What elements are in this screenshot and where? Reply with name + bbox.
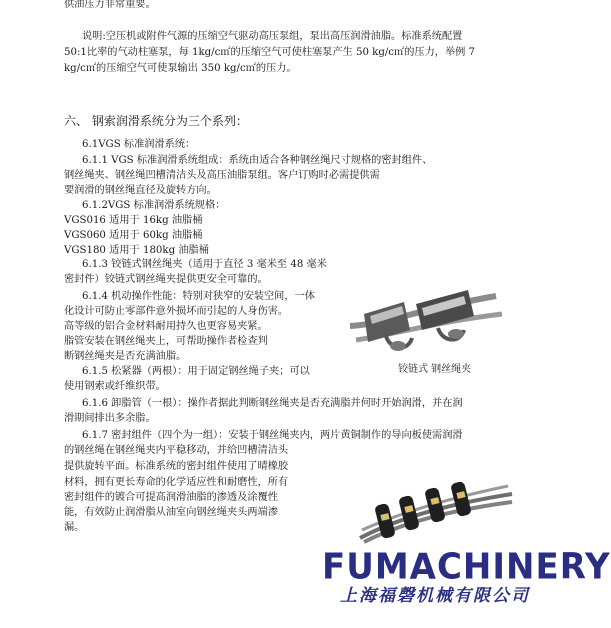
text-line: 材料，拥有更长寿命的化学适应性和耐磨性，所有 [64, 477, 289, 488]
text-line: 6.1VGS 标准润滑系统： [82, 139, 196, 150]
figure-caption: 铰链式 钢丝绳夹 [398, 364, 472, 375]
text-line: VGS180 适用于 180kg 油脂桶 [64, 245, 209, 256]
text-line: kg/c㎡的压缩空气可使泵输出 350 kg/c㎡的压力。 [64, 63, 297, 74]
text-line: 6.1.2VGS 标准润滑系统规格： [82, 200, 226, 211]
text-line: 脂管安装在钢丝绳夹上，可帮助操作者检查判 [64, 336, 268, 347]
text-line: VGS060 适用于 60kg 油脂桶 [64, 230, 203, 241]
text-line: 高等级的铝合金材料耐用持久也更容易夹紧。 [64, 321, 268, 332]
text-line: 供油压力非常重要。 [64, 0, 156, 10]
text-line: 6.1.5 松紧器（两根）：用于固定钢丝绳子夹；可以 [82, 366, 310, 377]
text-line: 6.1.4 机动操作性能：特别对狭窄的安装空间，一体 [82, 291, 315, 302]
section-heading: 六、 钢索润滑系统分为三个系列： [64, 114, 248, 128]
text-line: 密封件）铰链式钢丝绳夹提供更安全可靠的。 [64, 274, 268, 285]
text-line: 6.1.6 卸脂管（一根）：操作者据此判断钢丝绳夹是否充满脂并何时开始润滑，并在润 [82, 398, 463, 409]
text-line: 提供旋转平面。标准系统的密封组件使用了晴橡胶 [64, 461, 289, 472]
text-line: 说明:空压机或附件气源的压缩空气驱动高压泵组，泵出高压润滑油脂。标准系统配置 [82, 31, 463, 42]
text-line: 使用钢索或纤维织带。 [64, 381, 166, 392]
text-line: 漏。 [64, 522, 85, 533]
text-line: 6.1.1 VGS 标准润滑系统组成：系统由适合各种钢丝绳尺寸规格的密封组件、 [82, 155, 433, 166]
text-line: 钢丝绳夹、钢丝绳凹槽清洁头及高压油脂泵组。客户订购时必需提供需 [64, 170, 380, 181]
text-line: 能，有效防止润滑脂从油室向钢丝绳夹头两端渗 [64, 507, 278, 518]
text-line: 滑期间排出多余脂。 [64, 413, 156, 424]
text-line: 要润滑的钢丝绳直径及旋转方向。 [64, 185, 217, 196]
text-line: 50:1比率的气动柱塞泵，每 1kg/c㎡的压缩空气可使柱塞泵产生 50 kg/c㎡的压力，举例 7 [64, 47, 476, 58]
text-line: 化设计可防止零部件意外损坏而引起的人身伤害。 [64, 306, 289, 317]
company-logo [322, 546, 611, 614]
text-line: 密封组件的镀合可提高润滑油脂的渗透及涂覆性 [64, 492, 278, 503]
logo-company-name: 上海福磬机械有限公司 [340, 586, 530, 606]
logo-wordmark: FUMACHINERY [322, 546, 611, 588]
text-line: 的钢丝绳在钢丝绳夹内平稳移动，并给凹槽清洁头 [64, 445, 289, 456]
hinged-clamp-image [346, 270, 506, 374]
text-line: 6.1.7 密封组件（四个为一组）：安装于钢丝绳夹内，两片黄铜制作的导向板使需润滑 [82, 430, 463, 441]
seal-assembly-image [358, 458, 514, 544]
text-line: 断钢丝绳夹是否充满油脂。 [64, 351, 187, 362]
text-line: 6.1.3 铰链式钢丝绳夹（适用于直径 3 毫米至 48 毫米 [82, 259, 327, 270]
text-line: VGS016 适用于 16kg 油脂桶 [64, 215, 203, 226]
